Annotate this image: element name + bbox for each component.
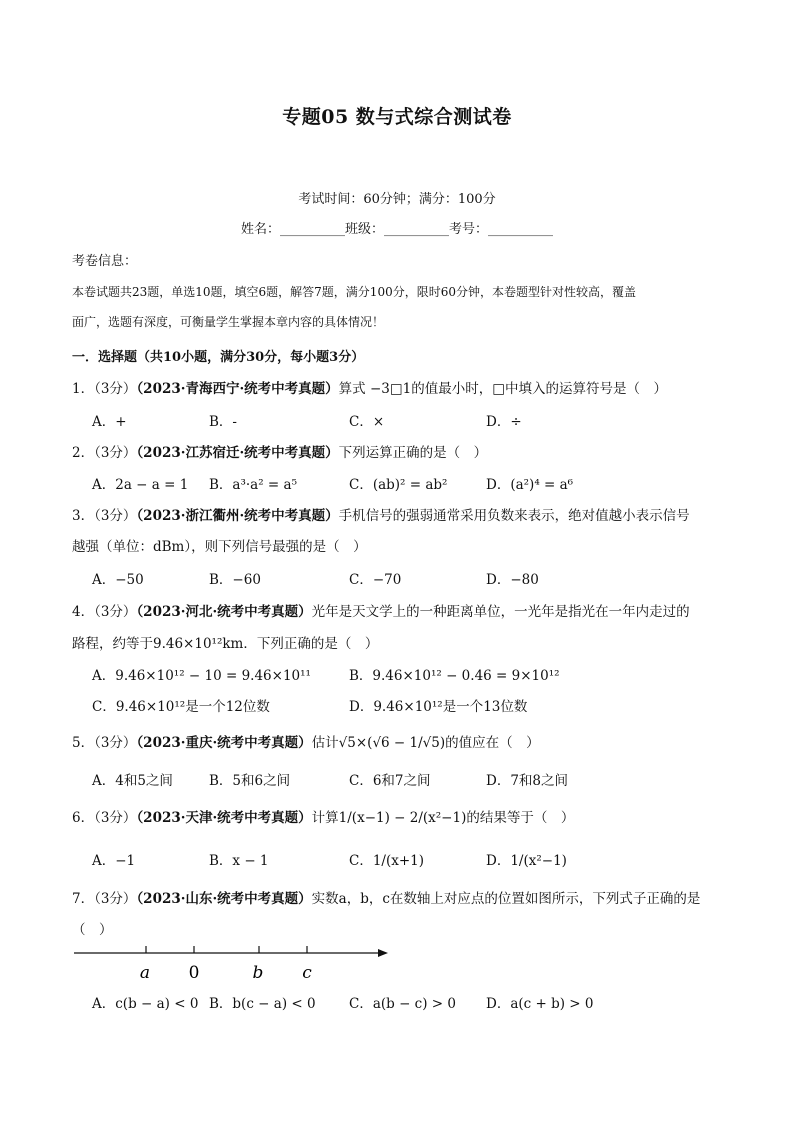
question-6 (72, 806, 574, 826)
exam-info-line: 考试时间：60分钟；满分：100分 (298, 192, 496, 207)
option-b: B．x − 1 (209, 853, 269, 869)
option-d: D．−80 (486, 572, 539, 588)
question-stem: 实数a，b，c在数轴上对应点的位置如图所示，下列式子正确的是 (311, 891, 701, 907)
option-b: B．- (209, 414, 237, 430)
question-source: （2023·山东·统考中考真题） (136, 891, 312, 907)
option-b: B．9.46×10¹² − 0.46 = 9×10¹² (349, 668, 560, 684)
option-a: A．9.46×10¹² − 10 = 9.46×10¹¹ (92, 668, 311, 684)
number-line-figure (70, 940, 400, 990)
option-a: A．−50 (92, 572, 144, 588)
question-stem: 下列运算正确的是（ ） (338, 445, 488, 461)
question-stem: 手机信号的强弱通常采用负数来表示，绝对值越小表示信号 (338, 508, 690, 524)
question-stem: 算式 −3□1的值最小时，□中填入的运算符号是（ ） (338, 381, 667, 397)
section-heading: 一．选择题（共10小题，满分30分，每小题3分） (72, 350, 365, 365)
option-c: C．−70 (349, 572, 402, 588)
option-d: D．7和8之间 (486, 773, 569, 789)
question-stem: 估计√5×(√6 − 1/√5)的值应在（ ） (311, 735, 540, 751)
option-b: B．a³·a² = a⁵ (209, 477, 297, 493)
question-1 (72, 377, 667, 397)
option-a: A．−1 (92, 853, 136, 869)
question-4 (72, 600, 690, 620)
question-prefix: 3．（3分） (72, 508, 137, 524)
name-line: 姓名：__________班级：__________考号：__________ (240, 222, 553, 237)
option-a: A．+ (92, 414, 127, 430)
option-d: D．1/(x²−1) (486, 853, 567, 869)
option-b: B．b(c − a) < 0 (209, 996, 316, 1012)
option-b: B．5和6之间 (209, 773, 291, 789)
label-a: a (139, 963, 151, 983)
question-stem: 光年是天文学上的一种距离单位，一光年是指光在一年内走过的 (311, 604, 690, 620)
question-prefix: 6．（3分） (72, 810, 137, 826)
question-3 (72, 504, 690, 524)
question-source: （2023·天津·统考中考真题） (136, 810, 312, 826)
option-d: D．(a²)⁴ = a⁶ (486, 477, 574, 493)
question-prefix: 4．（3分） (72, 604, 137, 620)
question-source: （2023·青海西宁·统考中考真题） (136, 381, 339, 397)
option-d: D．a(c + b) > 0 (486, 996, 594, 1012)
question-prefix: 1．（3分） (72, 381, 137, 397)
question-source: （2023·重庆·统考中考真题） (136, 735, 312, 751)
question-5 (72, 731, 540, 751)
option-a: A．4和5之间 (92, 773, 173, 789)
option-a: A．2a − a = 1 (92, 477, 189, 493)
question-4-line-2: 路程，约等于9.46×10¹²km．下列正确的是（ ） (72, 636, 379, 652)
option-c: C．(ab)² = ab² (349, 477, 448, 493)
question-3-line-2: 越强（单位：dBm），则下列信号最强的是（ ） (72, 539, 367, 555)
question-source: （2023·浙江衢州·统考中考真题） (136, 508, 339, 524)
question-7-line-2: （ ） (72, 922, 113, 938)
option-a: A．c(b − a) < 0 (92, 996, 199, 1012)
option-d: D．÷ (486, 414, 522, 430)
option-c: C．1/(x+1) (349, 853, 425, 869)
option-c: C．a(b − c) > 0 (349, 996, 456, 1012)
question-7 (72, 887, 700, 907)
option-c: C．6和7之间 (349, 773, 431, 789)
question-source: （2023·河北·统考中考真题） (136, 604, 312, 620)
option-d: D．9.46×10¹²是一个13位数 (349, 699, 528, 715)
question-prefix: 5．（3分） (72, 735, 137, 751)
option-c: C．× (349, 414, 385, 430)
page-title: 专题05 数与式综合测试卷 (282, 106, 512, 128)
question-2 (72, 441, 487, 461)
label-zero: 0 (188, 963, 200, 983)
option-c: C．9.46×10¹²是一个12位数 (92, 699, 270, 715)
question-prefix: 2．（3分） (72, 445, 137, 461)
question-source: （2023·江苏宿迁·统考中考真题） (136, 445, 339, 461)
info-heading: 考卷信息： (72, 254, 138, 269)
question-stem: 计算1/(x−1) − 2/(x²−1)的结果等于（ ） (311, 810, 575, 826)
label-c: c (302, 963, 312, 983)
number-line-arrow (378, 949, 388, 957)
info-body-line-1: 本卷试题共23题，单选10题，填空6题，解答7题，满分100分，限时60分钟，本卷题型针对性较高，覆盖 (72, 285, 636, 299)
info-body-line-2: 面广，选题有深度，可衡量学生掌握本章内容的具体情况！ (72, 315, 385, 329)
question-prefix: 7．（3分） (72, 891, 137, 907)
option-b: B．−60 (209, 572, 261, 588)
label-b: b (252, 963, 264, 983)
